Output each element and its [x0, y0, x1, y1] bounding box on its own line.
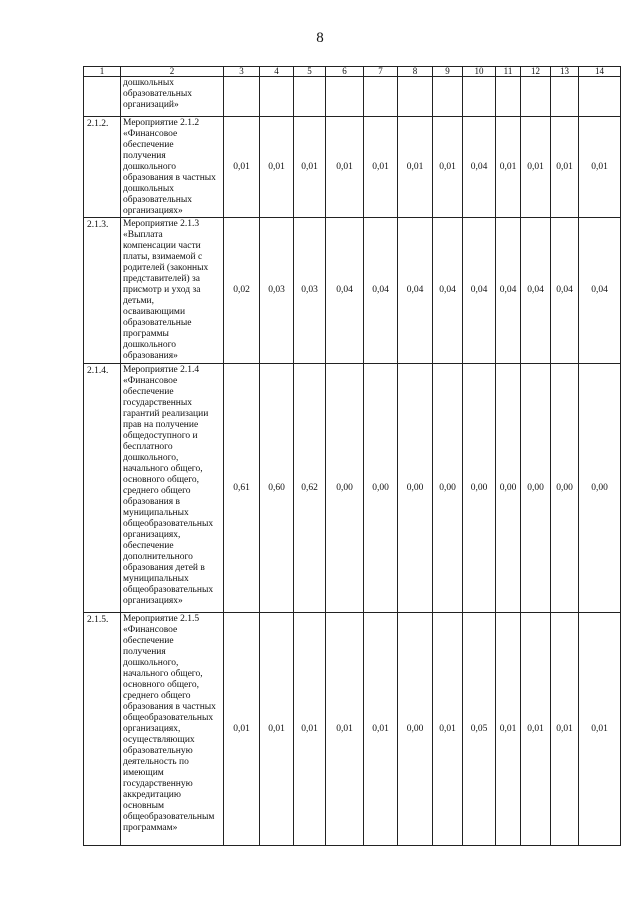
value-cell: 0,04: [551, 218, 579, 364]
description-line: организаций»: [123, 100, 179, 110]
column-number-row: [84, 67, 621, 77]
description-line: получения: [123, 647, 166, 657]
value-cell: 0,03: [294, 218, 326, 364]
description-line: дошкольных: [123, 184, 174, 194]
description-line: обеспечение: [123, 541, 174, 551]
column-number-cell: 8: [398, 67, 433, 77]
description-line: «Финансовое: [123, 376, 178, 386]
description-line: общедоступного и: [123, 431, 198, 441]
value-cell: 0,00: [364, 364, 398, 613]
value-cell: [364, 77, 398, 117]
description-line: «Выплата: [123, 230, 163, 240]
table-row: [84, 613, 621, 846]
description-line: родителей (законных: [123, 263, 209, 273]
value-cell: 0,04: [579, 218, 621, 364]
value-cell: [260, 77, 294, 117]
value-cell: 0,01: [521, 117, 551, 218]
description-line: общеобразовательных: [123, 585, 214, 595]
value-cell: [551, 77, 579, 117]
row-code: 2.1.5.: [84, 613, 121, 846]
value-cell: 0,00: [326, 364, 364, 613]
description-line: общеобразовательных: [123, 519, 214, 529]
description-line: компенсации части: [123, 241, 201, 251]
description-line: среднего общего: [123, 691, 191, 701]
value-cell: 0,01: [496, 613, 521, 846]
column-number-cell: 3: [224, 67, 260, 77]
description-line: «Финансовое: [123, 129, 178, 139]
value-cell: 0,00: [551, 364, 579, 613]
value-cell: 0,04: [398, 218, 433, 364]
description-line: дошкольного,: [123, 453, 179, 463]
description-line: дополнительного: [123, 552, 193, 562]
value-cell: 0,01: [521, 613, 551, 846]
row-description: [121, 77, 224, 117]
description-line: образования в частных: [123, 173, 216, 183]
value-cell: 0,61: [224, 364, 260, 613]
value-cell: 0,01: [294, 613, 326, 846]
value-cell: 0,04: [496, 218, 521, 364]
value-cell: 0,01: [364, 613, 398, 846]
description-line: имеющим: [123, 768, 164, 778]
value-cell: 0,01: [224, 117, 260, 218]
table-row: [84, 77, 621, 117]
value-cell: 0,01: [326, 117, 364, 218]
value-cell: 0,01: [398, 117, 433, 218]
value-cell: 0,62: [294, 364, 326, 613]
value-cell: 0,00: [398, 613, 433, 846]
description-line: детьми,: [123, 296, 155, 306]
table-row: [84, 364, 621, 613]
column-number-cell: 2: [121, 67, 224, 77]
description-line: осуществляющих: [123, 735, 195, 745]
value-cell: 0,00: [463, 364, 496, 613]
value-cell: 0,04: [521, 218, 551, 364]
description-line: образования детей в: [123, 563, 205, 573]
value-cell: 0,01: [260, 117, 294, 218]
description-line: государственную: [123, 779, 193, 789]
value-cell: 0,01: [364, 117, 398, 218]
description-line: аккредитацию: [123, 790, 181, 800]
description-line: программы: [123, 329, 169, 339]
value-cell: [433, 77, 463, 117]
column-number-cell: 4: [260, 67, 294, 77]
description-line: дошкольного: [123, 162, 176, 172]
description-line: муниципальных: [123, 508, 189, 518]
value-cell: 0,02: [224, 218, 260, 364]
description-line: общеобразовательных: [123, 713, 214, 723]
description-line: организациях,: [123, 530, 181, 540]
description-line: образовательную: [123, 746, 193, 756]
description-line: образовательных: [123, 195, 192, 205]
table-row: [84, 218, 621, 364]
value-cell: [398, 77, 433, 117]
description-line: начального общего,: [123, 669, 203, 679]
description-line: образовательных: [123, 89, 192, 99]
description-line: образования в: [123, 497, 180, 507]
row-code: 2.1.3.: [84, 218, 121, 364]
value-cell: 0,01: [294, 117, 326, 218]
column-number-cell: 14: [579, 67, 621, 77]
column-number-cell: 11: [496, 67, 521, 77]
value-cell: 0,01: [551, 613, 579, 846]
row-code: 2.1.4.: [84, 364, 121, 613]
value-cell: 0,00: [579, 364, 621, 613]
description-line: осваивающими: [123, 307, 186, 317]
value-cell: 0,01: [326, 613, 364, 846]
row-description: [121, 364, 224, 613]
description-line: общеобразовательным: [123, 812, 215, 822]
value-cell: [224, 77, 260, 117]
column-number-cell: 10: [463, 67, 496, 77]
value-cell: [463, 77, 496, 117]
column-number-cell: 9: [433, 67, 463, 77]
description-line: Мероприятие 2.1.3: [123, 219, 200, 229]
description-line: образования в частных: [123, 702, 216, 712]
value-cell: 0,01: [579, 613, 621, 846]
description-line: присмотр и уход за: [123, 285, 201, 295]
column-number-cell: 7: [364, 67, 398, 77]
value-cell: 0,01: [433, 613, 463, 846]
description-line: гарантий реализации: [123, 409, 209, 419]
description-line: обеспечение: [123, 140, 174, 150]
row-code: 2.1.2.: [84, 117, 121, 218]
value-cell: 0,00: [398, 364, 433, 613]
value-cell: [521, 77, 551, 117]
description-line: образовательные: [123, 318, 192, 328]
description-line: обеспечение: [123, 636, 174, 646]
row-description: [121, 613, 224, 846]
value-cell: 0,04: [463, 218, 496, 364]
description-line: организациях»: [123, 596, 183, 606]
description-line: начального общего,: [123, 464, 203, 474]
value-cell: 0,00: [433, 364, 463, 613]
row-description: [121, 117, 224, 218]
description-line: среднего общего: [123, 486, 191, 496]
description-line: дошкольных: [123, 78, 174, 88]
description-line: основного общего,: [123, 680, 200, 690]
value-cell: 0,01: [224, 613, 260, 846]
description-line: основного общего,: [123, 475, 200, 485]
row-description: [121, 218, 224, 364]
description-line: обеспечение: [123, 387, 174, 397]
value-cell: [496, 77, 521, 117]
value-cell: 0,01: [496, 117, 521, 218]
description-line: бесплатного: [123, 442, 173, 452]
value-cell: 0,03: [260, 218, 294, 364]
column-number-cell: 1: [84, 67, 121, 77]
table-row: [84, 117, 621, 218]
description-line: Мероприятие 2.1.2: [123, 118, 200, 128]
description-line: Мероприятие 2.1.4: [123, 365, 200, 375]
value-cell: 0,04: [326, 218, 364, 364]
value-cell: [294, 77, 326, 117]
value-cell: 0,60: [260, 364, 294, 613]
description-line: дошкольного,: [123, 658, 179, 668]
value-cell: 0,01: [579, 117, 621, 218]
description-line: государственных: [123, 398, 193, 408]
value-cell: 0,00: [521, 364, 551, 613]
description-line: организациях»: [123, 206, 183, 216]
column-number-cell: 13: [551, 67, 579, 77]
value-cell: 0,00: [496, 364, 521, 613]
description-line: организациях,: [123, 724, 181, 734]
description-line: прав на получение: [123, 420, 199, 430]
column-number-cell: 5: [294, 67, 326, 77]
description-line: представителей) за: [123, 274, 200, 284]
value-cell: 0,04: [463, 117, 496, 218]
value-cell: [326, 77, 364, 117]
description-line: муниципальных: [123, 574, 189, 584]
value-cell: 0,04: [364, 218, 398, 364]
description-line: образования»: [123, 351, 178, 361]
value-cell: 0,04: [433, 218, 463, 364]
description-line: программам»: [123, 823, 178, 833]
description-line: получения: [123, 151, 166, 161]
description-line: основным: [123, 801, 165, 811]
indicator-table: [83, 66, 621, 846]
description-line: дошкольного: [123, 340, 176, 350]
column-number-cell: 12: [521, 67, 551, 77]
value-cell: 0,01: [260, 613, 294, 846]
column-number-cell: 6: [326, 67, 364, 77]
description-line: деятельность по: [123, 757, 189, 767]
value-cell: 0,01: [433, 117, 463, 218]
description-line: Мероприятие 2.1.5: [123, 614, 200, 624]
row-code: [84, 77, 121, 117]
value-cell: 0,01: [551, 117, 579, 218]
value-cell: 0,05: [463, 613, 496, 846]
page-number: 8: [316, 30, 324, 46]
description-line: «Финансовое: [123, 625, 178, 635]
description-line: платы, взимаемой с: [123, 252, 203, 262]
value-cell: [579, 77, 621, 117]
